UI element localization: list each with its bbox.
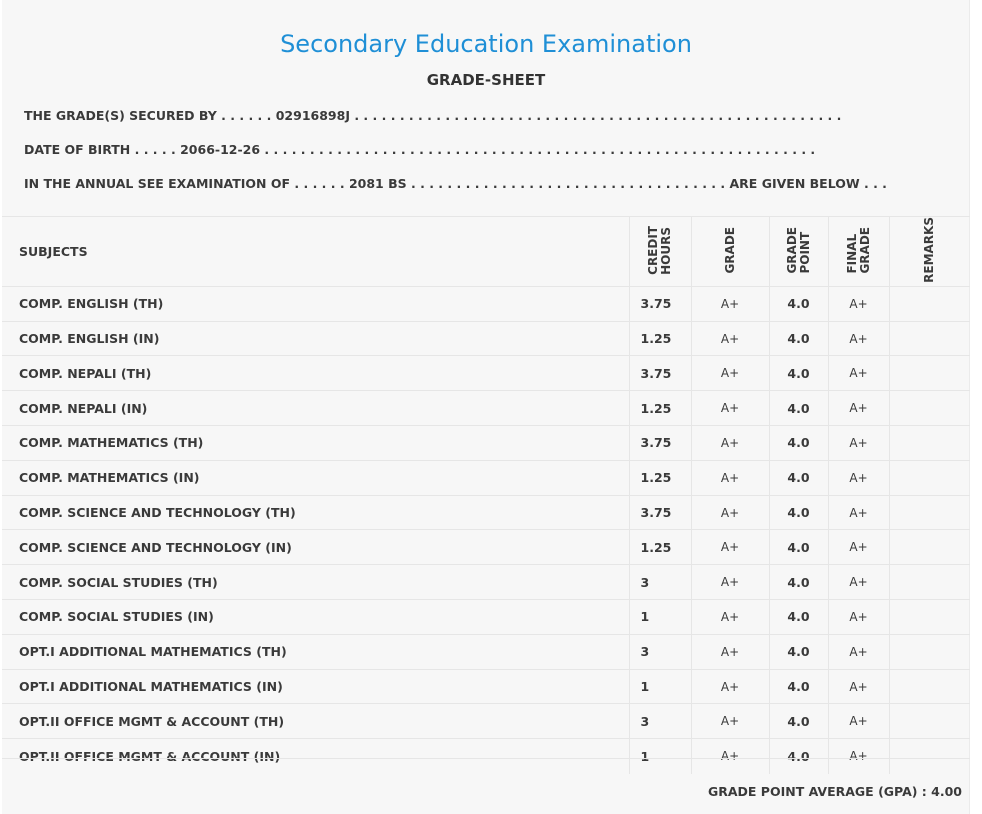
- credit-hours-cell: 3.75: [629, 286, 691, 321]
- header-credit-line2: HOURS: [659, 226, 673, 275]
- subject-cell: COMP. SOCIAL STUDIES (TH): [2, 565, 629, 600]
- remarks-cell: [889, 634, 970, 669]
- grade-point-cell: 4.0: [769, 460, 828, 495]
- header-final-line1: FINAL: [844, 233, 859, 274]
- final-grade-cell: A+: [828, 356, 889, 391]
- grades-table: [2, 216, 970, 774]
- subject-cell: OPT.II OFFICE MGMT & ACCOUNT (TH): [2, 704, 629, 739]
- grade-cell: A+: [691, 530, 769, 565]
- grade-cell: A+: [691, 704, 769, 739]
- header-grade-point: [769, 217, 828, 287]
- grade-cell: A+: [691, 600, 769, 635]
- grade-cell: A+: [691, 669, 769, 704]
- secured-by-line: THE GRADE(S) SECURED BY . . . . . . 02916898J . . . . . . . . . . . . . . . . . . . . . . . . . . . . . . . . . . . . . . . . . . . . . . . . . . . . . .: [24, 108, 842, 123]
- grade-cell: A+: [691, 460, 769, 495]
- subject-cell: COMP. ENGLISH (TH): [2, 286, 629, 321]
- header-final-line2: GRADE: [857, 226, 872, 274]
- table-row: [2, 600, 970, 635]
- remarks-cell: [889, 321, 970, 356]
- remarks-cell: [889, 669, 970, 704]
- grade-point-cell: 4.0: [769, 286, 828, 321]
- credit-hours-cell: 1: [629, 739, 691, 774]
- final-grade-cell: A+: [828, 739, 889, 774]
- grade-cell: A+: [691, 286, 769, 321]
- gpa-value: GRADE POINT AVERAGE (GPA) : 4.00: [707, 784, 962, 799]
- final-grade-cell: A+: [828, 460, 889, 495]
- subject-cell: COMP. NEPALI (IN): [2, 391, 629, 426]
- grade-point-cell: 4.0: [769, 739, 828, 774]
- grade-point-cell: 4.0: [769, 565, 828, 600]
- grade-point-cell: 4.0: [769, 634, 828, 669]
- table-row: [2, 530, 970, 565]
- header-subjects: SUBJECTS: [2, 217, 629, 287]
- grade-cell: A+: [691, 356, 769, 391]
- final-grade-cell: A+: [828, 530, 889, 565]
- header-point-line1: GRADE: [784, 226, 799, 274]
- grade-point-cell: 4.0: [769, 669, 828, 704]
- final-grade-cell: A+: [828, 391, 889, 426]
- header-credit-line1: CREDIT: [646, 225, 660, 275]
- date-of-birth-line: DATE OF BIRTH . . . . . 2066-12-26 . . . . . . . . . . . . . . . . . . . . . . . . . . . . . . . . . . . . . . . . . . . . . . . . . . . . . . . . . . . . .: [24, 142, 816, 157]
- grade-point-cell: 4.0: [769, 391, 828, 426]
- remarks-cell: [889, 600, 970, 635]
- header-final-grade: [828, 217, 889, 287]
- final-grade-cell: A+: [828, 669, 889, 704]
- header-credit-hours: [629, 217, 691, 287]
- table-row: [2, 565, 970, 600]
- table-row: [2, 669, 970, 704]
- credit-hours-cell: 1: [629, 600, 691, 635]
- credit-hours-cell: 3.75: [629, 356, 691, 391]
- subject-cell: OPT.II OFFICE MGMT & ACCOUNT (IN): [2, 739, 629, 774]
- table-row: [2, 495, 970, 530]
- subject-cell: COMP. ENGLISH (IN): [2, 321, 629, 356]
- gpa-row: [2, 758, 970, 814]
- header-grade-label: GRADE: [722, 226, 737, 274]
- credit-hours-cell: 1.25: [629, 530, 691, 565]
- table-header-row: [2, 217, 970, 287]
- final-grade-cell: A+: [828, 704, 889, 739]
- grade-point-cell: 4.0: [769, 426, 828, 461]
- subject-cell: COMP. SCIENCE AND TECHNOLOGY (TH): [2, 495, 629, 530]
- table-row: [2, 460, 970, 495]
- remarks-cell: [889, 704, 970, 739]
- grade-point-cell: 4.0: [769, 495, 828, 530]
- grade-cell: A+: [691, 739, 769, 774]
- credit-hours-cell: 1.25: [629, 391, 691, 426]
- table-row: [2, 391, 970, 426]
- final-grade-cell: A+: [828, 634, 889, 669]
- grade-cell: A+: [691, 565, 769, 600]
- exam-of-line: IN THE ANNUAL SEE EXAMINATION OF . . . . . . 2081 BS . . . . . . . . . . . . . . . . . . . . . . . . . . . . . . . . . . . ARE GIVEN BELOW . . .: [24, 176, 887, 191]
- final-grade-cell: A+: [828, 565, 889, 600]
- credit-hours-cell: 3.75: [629, 495, 691, 530]
- subject-cell: OPT.I ADDITIONAL MATHEMATICS (IN): [2, 669, 629, 704]
- credit-hours-cell: 1: [629, 669, 691, 704]
- remarks-cell: [889, 356, 970, 391]
- sheet-title: GRADE-SHEET: [426, 71, 546, 89]
- remarks-cell: [889, 460, 970, 495]
- table-row: [2, 704, 970, 739]
- grade-cell: A+: [691, 634, 769, 669]
- remarks-cell: [889, 286, 970, 321]
- grade-point-cell: 4.0: [769, 356, 828, 391]
- remarks-cell: [889, 530, 970, 565]
- grade-point-cell: 4.0: [769, 321, 828, 356]
- grade-cell: A+: [691, 426, 769, 461]
- subject-cell: OPT.I ADDITIONAL MATHEMATICS (TH): [2, 634, 629, 669]
- remarks-cell: [889, 391, 970, 426]
- subject-cell: COMP. SCIENCE AND TECHNOLOGY (IN): [2, 530, 629, 565]
- credit-hours-cell: 3: [629, 565, 691, 600]
- header-remarks: [889, 217, 970, 287]
- final-grade-cell: A+: [828, 321, 889, 356]
- remarks-cell: [889, 495, 970, 530]
- table-row: [2, 356, 970, 391]
- exam-title: Secondary Education Examination: [280, 30, 692, 58]
- grade-cell: A+: [691, 391, 769, 426]
- remarks-cell: [889, 565, 970, 600]
- table-row: [2, 634, 970, 669]
- header-grade: [691, 217, 769, 287]
- header-point-line2: POINT: [797, 231, 812, 274]
- subject-cell: COMP. MATHEMATICS (TH): [2, 426, 629, 461]
- final-grade-cell: A+: [828, 495, 889, 530]
- credit-hours-cell: 1.25: [629, 321, 691, 356]
- header-remarks-label: REMARKS: [922, 217, 937, 283]
- subject-cell: COMP. MATHEMATICS (IN): [2, 460, 629, 495]
- grade-point-cell: 4.0: [769, 600, 828, 635]
- remarks-cell: [889, 426, 970, 461]
- subject-cell: COMP. NEPALI (TH): [2, 356, 629, 391]
- table-row: [2, 286, 970, 321]
- final-grade-cell: A+: [828, 600, 889, 635]
- table-row: [2, 426, 970, 461]
- grade-sheet: [2, 0, 970, 814]
- grade-point-cell: 4.0: [769, 530, 828, 565]
- grade-cell: A+: [691, 321, 769, 356]
- final-grade-cell: A+: [828, 426, 889, 461]
- table-row: [2, 321, 970, 356]
- grade-point-cell: 4.0: [769, 704, 828, 739]
- credit-hours-cell: 3: [629, 634, 691, 669]
- final-grade-cell: A+: [828, 286, 889, 321]
- credit-hours-cell: 3.75: [629, 426, 691, 461]
- credit-hours-cell: 3: [629, 704, 691, 739]
- grade-cell: A+: [691, 495, 769, 530]
- subject-cell: COMP. SOCIAL STUDIES (IN): [2, 600, 629, 635]
- credit-hours-cell: 1.25: [629, 460, 691, 495]
